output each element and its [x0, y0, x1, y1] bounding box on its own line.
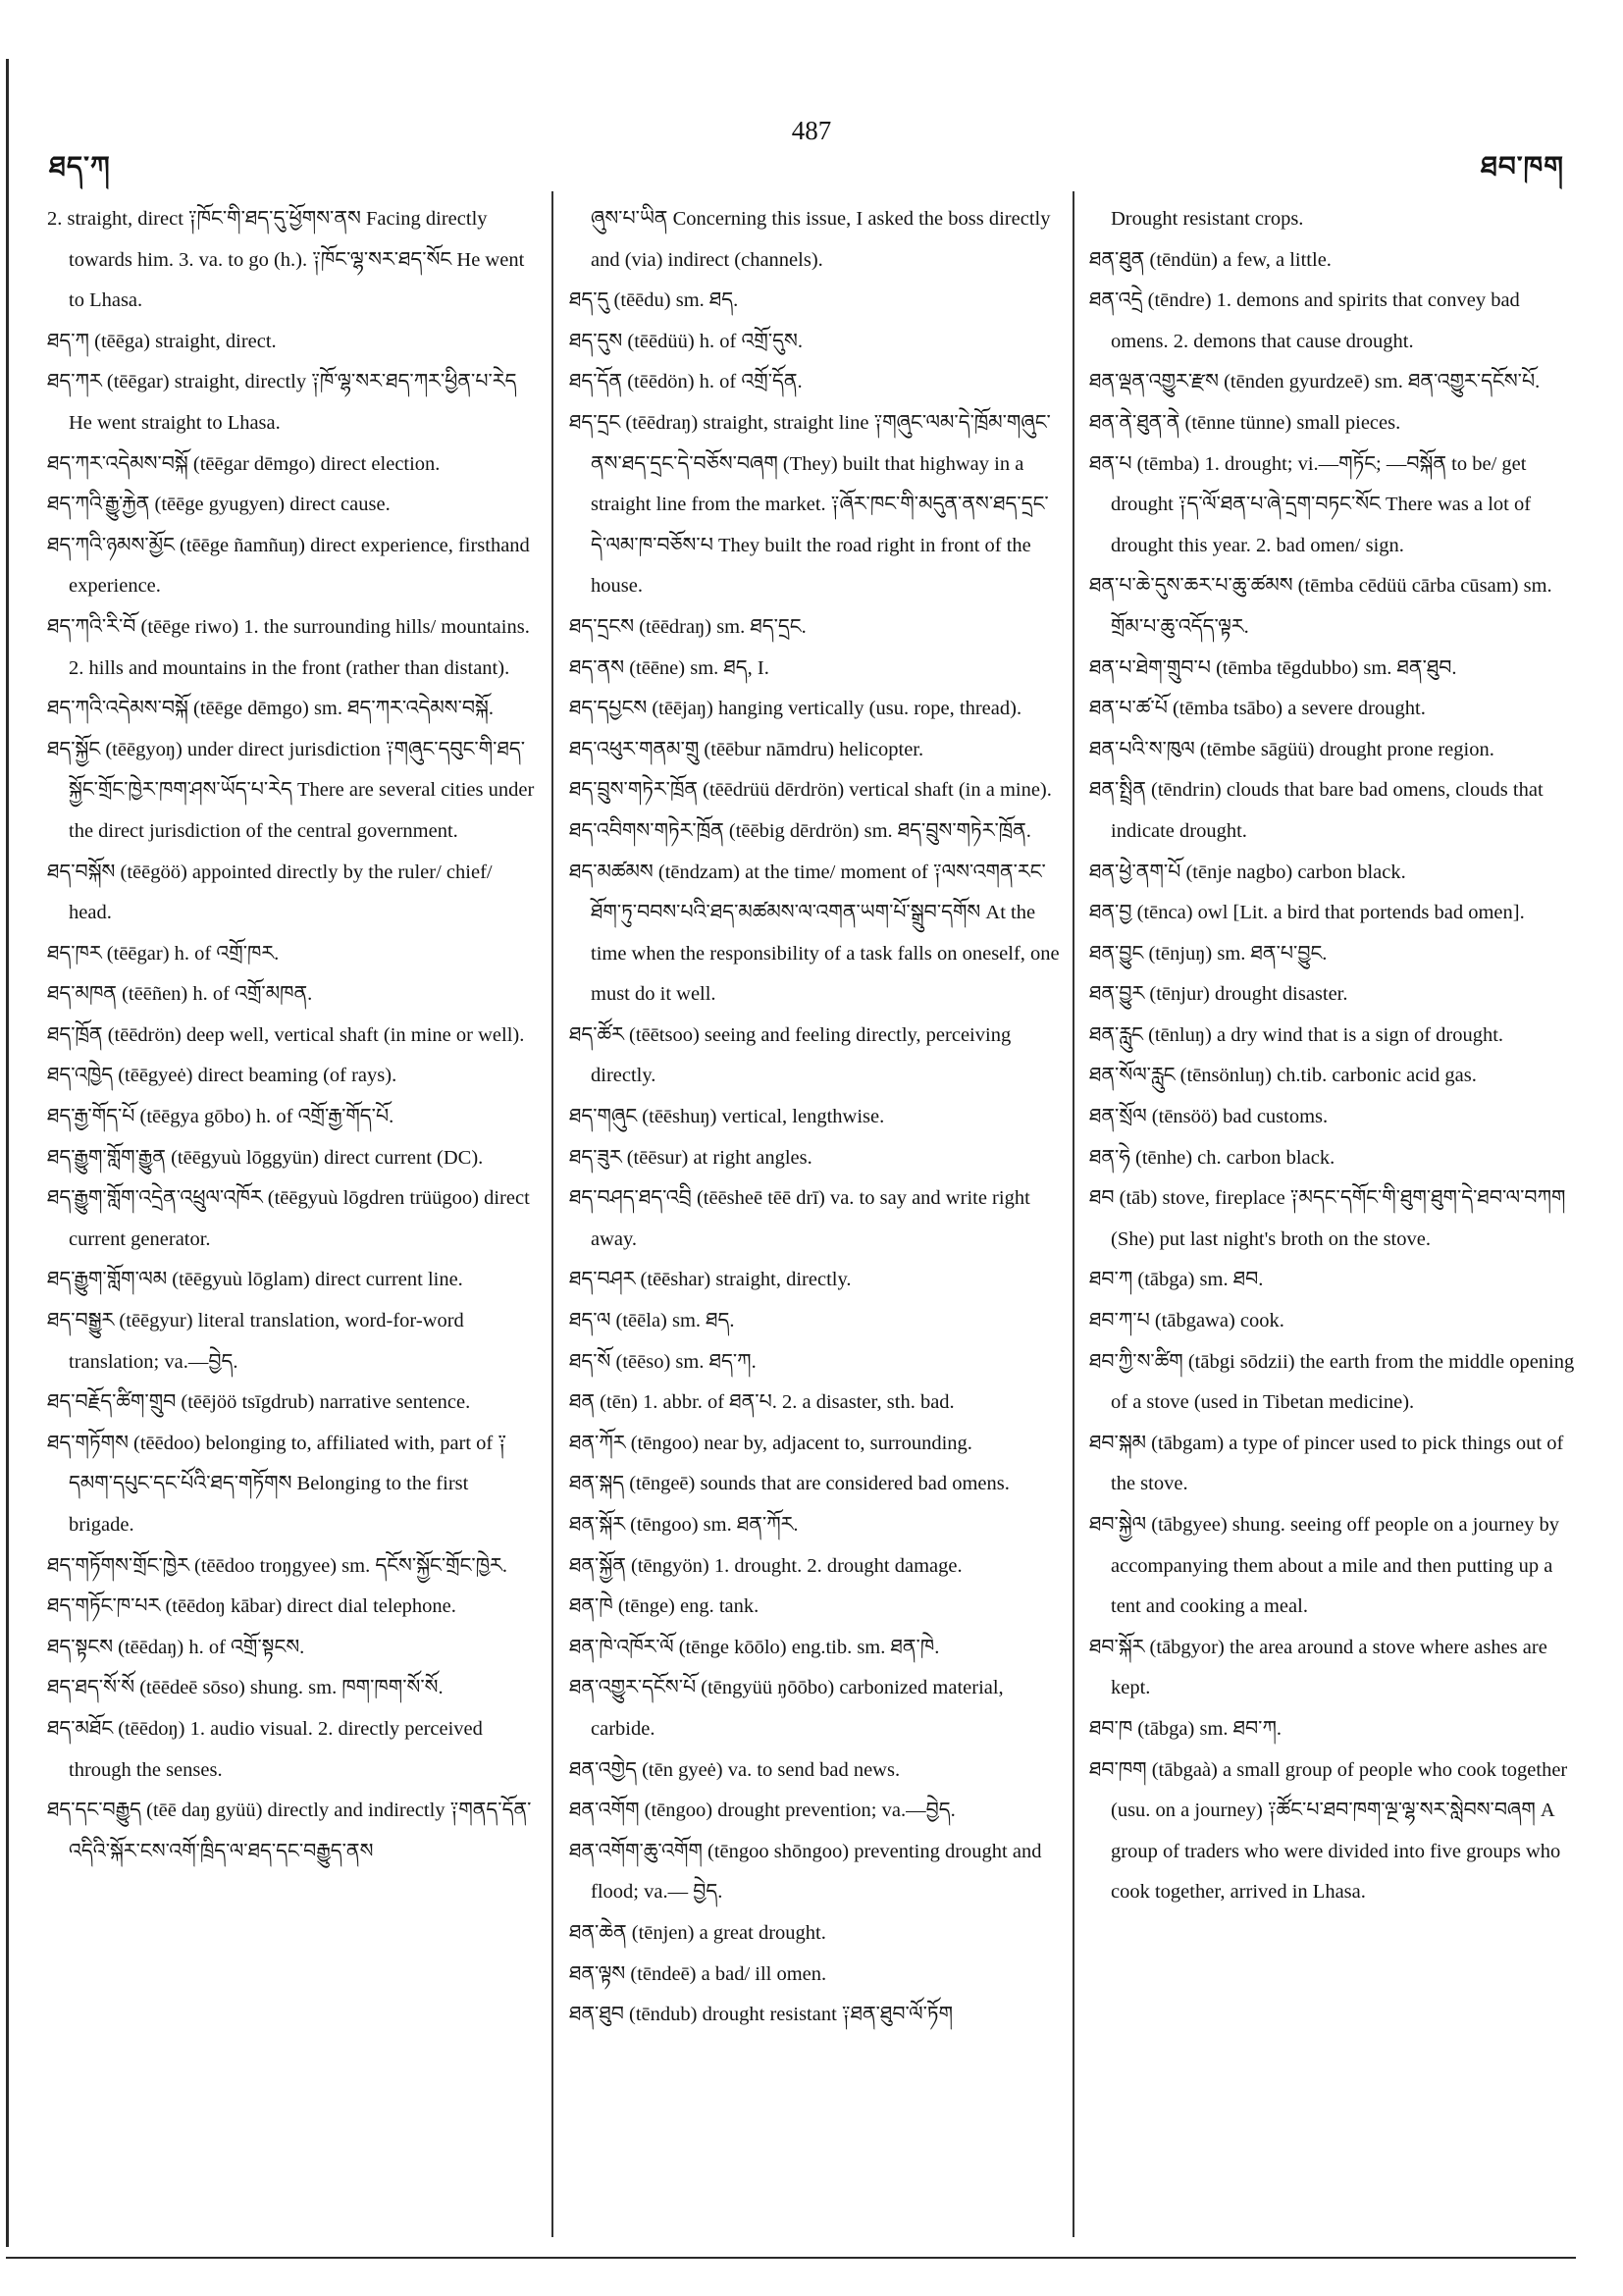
column-divider [1073, 191, 1074, 2237]
dictionary-entry: ཐན་ཆེན (tēnjen) a great drought. [569, 1921, 826, 1944]
dictionary-entry: ཐན་ཕྱེ་ནག་པོ (tēnje nagbo) carbon black. [1089, 861, 1406, 883]
dictionary-entry: ཐན་སྲོལ (tēnsöö) bad customs. [1089, 1106, 1329, 1128]
page-number: 487 [791, 116, 832, 145]
dictionary-entry: ཐན་སྤྲིན (tēndrin) clouds that bare bad omens, clouds that indicate drought. [1089, 779, 1544, 842]
column-1 [47, 199, 538, 1872]
dictionary-entry: ཐད་མཁན (tēēñen) h. of འགྲོ་མཁན. [47, 983, 313, 1006]
dictionary-entry: ཐད་ཟུར (tēēsur) at right angles. [569, 1146, 812, 1169]
dictionary-entry: ཐན་ལྡན་འགྱུར་རྫས (tēnden gyurdzeē) sm. ཐན་འགྱུར་དངོས་པོ. [1089, 371, 1541, 393]
dictionary-entry: ཐན་པ་ཚ་པོ (tēmba tsābo) a severe drought. [1089, 698, 1426, 720]
dictionary-entry: ཐད་ཀར (tēēgar) straight, directly ༑ཁོ་ལྷ་སར་ཐད་ཀར་ཕྱིན་པ་རེད He went straight to Lhasa. [47, 371, 517, 434]
dictionary-entry: ཐན་སོལ་རླུང (tēnsönluŋ) ch.tib. carbonic acid gas. [1089, 1065, 1477, 1087]
running-head-right: ཐབ་ཁག [1480, 152, 1564, 183]
dictionary-entry: ཐད་དྲངས (tēēdraŋ) sm. ཐད་དྲང. [569, 615, 807, 638]
dictionary-entry: ཐད་ལ (tēēla) sm. ཐད. [569, 1310, 735, 1332]
dictionary-entry: ཐན་འགྱུར་དངོས་པོ (tēngyüü ŋōōbo) carbonized material, carbide. [569, 1677, 1004, 1740]
dictionary-entry: ཐད་བཤར (tēēshar) straight, directly. [569, 1269, 852, 1291]
dictionary-entry: ཐན་སྐྱོན (tēngyön) 1. drought. 2. drought damage. [569, 1554, 963, 1577]
column-2 [569, 199, 1062, 2036]
dictionary-entry: ཐན་ཐུན (tēndün) a few, a little. [1089, 248, 1332, 271]
dictionary-entry: ཐད་ཀར་འདེམས་བསྐོ (tēēgar dēmgo) direct election. [47, 452, 441, 475]
dictionary-entry: ཐན (tēn) 1. abbr. of ཐན་པ. 2. a disaster, sth. bad. [569, 1391, 955, 1414]
dictionary-entry: ཐབ་སྐམ (tābgam) a type of pincer used to pick things out of the stove. [1089, 1432, 1564, 1495]
dictionary-entry: ཐད་རྒྱུག་གློག་ལམ (tēēgyuù lōglam) direct current line. [47, 1269, 463, 1291]
dictionary-entry: ཐད་ཀའི་རྒྱུ་རྐྱེན (tēēge gyugyen) direct cause. [47, 494, 391, 516]
dictionary-entry: ཐད་བསྒྱུར (tēēgyur) literal translation, word-for-word translation; va.—བྱེད. [47, 1310, 464, 1373]
dictionary-entry: ཐད་བྲུས་གཏེར་ཁྲོན (tēēdrüü dērdrön) vertical shaft (in a mine). [569, 779, 1052, 802]
dictionary-entry: ཐན་ནེ་ཐུན་ནེ (tēnne tünne) small pieces. [1089, 411, 1401, 434]
dictionary-entry: ཐན་སྐོར (tēngoo) sm. ཐན་ཀོར. [569, 1514, 799, 1536]
dictionary-entry: ཐད་རྒྱ་གོད་པོ (tēēgya gōbo) h. of འགྲོ་རྒྱ་གོད་པོ. [47, 1106, 394, 1128]
dictionary-entry: ཐབ་ཀྱི་ས་ཚིག (tābgi sōdzii) the earth from the middle opening of a stove (used in Tibetan medicine). [1089, 1350, 1575, 1414]
dictionary-entry: ཐད་ནས (tēēne) sm. ཐད, I. [569, 656, 769, 679]
dictionary-entry: ཐན་བྱུང (tēnjuŋ) sm. ཐན་པ་བྱུང. [1089, 942, 1328, 965]
dictionary-entry: ཐད་གཞུང (tēēshuŋ) vertical, lengthwise. [569, 1106, 885, 1128]
dictionary-entry: ཐད་གཏོགས་གྲོང་ཁྱེར (tēēdoo troŋgyee) sm. དངོས་སྐྱོང་གྲོང་ཁྱེར. [47, 1554, 507, 1577]
dictionary-entry: ཐད་ཚོར (tēētsoo) seeing and feeling directly, perceiving directly. [569, 1023, 1012, 1087]
bottom-rule [6, 2257, 1576, 2259]
dictionary-entry: ཐན་པའི་ས་ཁུལ (tēmbe sāgüü) drought prone region. [1089, 738, 1494, 760]
dictionary-entry: ཐད་སོ (tēēso) sm. ཐད་ཀ. [569, 1350, 757, 1373]
dictionary-entry: ཐབ་སྐྱེལ (tābgyee) shung. seeing off people on a journey by accompanying them about a mile and then putting up a tent and cooking a meal. [1089, 1514, 1560, 1618]
dictionary-entry: ཐན་པ (tēmba) 1. drought; vi.—གཏོང; —བསྐོན to be/ get drought ༑ད་ལོ་ཐན་པ་ཞེ་དྲག་བཏང་སོང There was a lot of drought this year. 2. bad omen/ sign. [1089, 452, 1532, 556]
dictionary-entry: ཐན་འགྱེད (tēn gyeė) va. to send bad news. [569, 1758, 901, 1781]
dictionary-entry: ཐན་ཧེ (tēnhe) ch. carbon black. [1089, 1146, 1335, 1169]
dictionary-entry: ཐད་གཏོགས (tēēdoo) belonging to, affiliated with, part of ༑དམག་དཔུང་དང་པོའི་ཐད་གཏོགས Belonging to the first brigade. [47, 1432, 507, 1536]
binding-edge-line [6, 59, 9, 2247]
dictionary-entry: ཐད་སྟངས (tēēdaŋ) h. of འགྲོ་སྟངས. [47, 1636, 305, 1658]
dictionary-entry: ཐད་དྲང (tēēdraŋ) straight, straight line ༑གཞུང་ལམ་དེ་ཁྲོམ་གཞུང་ནས་ཐད་དྲང་དེ་བཅོས་བཞག (They) built that highway in a straight line from the market. ༑ཞོར་ཁང་གི་མདུན་ནས་ཐད་དྲང་དེ་ལམ་ཁ་བཅོས་པ They built the road right in front of the house. [569, 411, 1051, 598]
dictionary-entry: ཐད་སྐྱོང (tēēgyoŋ) under direct jurisdiction ༑གཞུང་དབུང་གི་ཐད་སྐྱོང་གྲོང་ཁྱེར་ཁག་ཤས་ཡོད་པ་རེད There are several cities under the direct jurisdiction of the central government. [47, 738, 535, 842]
dictionary-entry: ཐད་བཤད་ཐད་འབྲི (tēēsheē tēē drī) va. to say and write right away. [569, 1187, 1030, 1250]
dictionary-entry: ཐན་བྱུར (tēnjur) drought disaster. [1089, 983, 1348, 1006]
dictionary-entry: ཐད་འཁྱེད (tēēgyeė) direct beaming (of rays). [47, 1065, 397, 1087]
dictionary-entry: ཐད་དོན (tēēdön) h. of འགྲོ་དོན. [569, 371, 803, 393]
dictionary-entry: ཐད་འཕུར་གནམ་གྲུ (tēēbur nāmdru) helicopter. [569, 738, 924, 760]
dictionary-entry: ཐན་པ་ཐེག་གྲུབ་པ (tēmba tēgdubbo) sm. ཐན་ཐུབ. [1089, 656, 1457, 679]
dictionary-entry: Drought resistant crops. [1111, 208, 1304, 230]
dictionary-entry: ཞུས་པ་ཡིན Concerning this issue, I asked the boss directly and (via) indirect (channels). [591, 208, 1051, 271]
dictionary-entry: ཐད་དུ (tēēdu) sm. ཐད. [569, 289, 739, 312]
running-head-left: ཐད་ཀ [49, 152, 111, 183]
dictionary-entry: ཐད་ཀ (tēēga) straight, direct. [47, 330, 277, 352]
dictionary-entry: ཐབ་ཁག (tābgaà) a small group of people who cook together (usu. on a journey) ༑ཚོང་པ་ཐབ་ཁག་ལྔ་ལྷ་སར་སླེབས་བཞག A group of traders who were divided into five groups who cook together, arrived in Lhasa. [1089, 1758, 1568, 1904]
dictionary-entry: ཐད་ཀའི་ཉམས་མྱོང (tēēge ñamñuŋ) direct experience, firsthand experience. [47, 534, 530, 598]
dictionary-entry: ཐད་ཀའི་འདེམས་བསྐོ (tēēge dēmgo) sm. ཐད་ཀར་འདེམས་བསྐོ. [47, 698, 494, 720]
dictionary-entry: ཐན་བྱ (tēnca) owl [Lit. a bird that portends bad omen]. [1089, 902, 1525, 924]
dictionary-entry: ཐད་དཔྱངས (tēējaŋ) hanging vertically (usu. rope, thread). [569, 698, 1022, 720]
dictionary-entry: ཐན་རླུང (tēnluŋ) a dry wind that is a sign of drought. [1089, 1023, 1504, 1046]
dictionary-entry: ཐན་ཐུབ (tēndub) drought resistant ༑ཐན་ཐུབ་ལོ་ཏོག [569, 2004, 953, 2026]
dictionary-entry: ཐན་ལྟས (tēndeē) a bad/ ill omen. [569, 1962, 827, 1985]
dictionary-entry: ཐད་མཐོང (tēēdoŋ) 1. audio visual. 2. directly perceived through the senses. [47, 1717, 483, 1781]
dictionary-entry: ཐན་ཀོར (tēngoo) near by, adjacent to, surrounding. [569, 1432, 972, 1454]
dictionary-entry: ཐད་བརྗོད་ཚིག་གྲུབ (tēējöö tsīgdrub) narrative sentence. [47, 1391, 471, 1414]
dictionary-entry: ཐན་པ་ཆེ་དུས་ཆར་པ་ཆུ་ཚམས (tēmba cēdüü cārba cūsam) sm. གྲོམ་པ་ཆུ་འདོད་ལྟར. [1089, 575, 1552, 638]
dictionary-entry: ཐན་འདྲེ (tēndre) 1. demons and spirits that convey bad omens. 2. demons that cause drought. [1089, 289, 1520, 352]
dictionary-entry: ཐད་དང་བརྒྱུད (tēē daŋ gyüü) directly and indirectly ༑གནད་དོན་འདིའི་སྐོར་ངས་འགོ་ཁྲིད་ལ་ཐད་དང་བརྒྱུད་ནས [47, 1800, 532, 1862]
dictionary-entry: ཐད་ཁྲོན (tēēdrön) deep well, vertical shaft (in mine or well). [47, 1023, 525, 1046]
dictionary-entry: ཐད་རྒྱུག་གློག་འདྲེན་འཕྲུལ་འཁོར (tēēgyuù lōgdren trüügoo) direct current generator. [47, 1187, 530, 1250]
dictionary-entry: ཐད་རྒྱུག་གློག་རྒྱུན (tēēgyuù lōggyün) direct current (DC). [47, 1146, 484, 1169]
dictionary-entry: ཐན་སྐད (tēngeē) sounds that are considered bad omens. [569, 1473, 1010, 1495]
dictionary-entry: 2. straight, direct ༑ཁོང་གི་ཐད་དུ་ཕྱོགས་ནས Facing directly towards him. 3. va. to go (h.). ༑ཁོང་ལྷ་སར་ཐད་སོང He went to Lhasa. [47, 208, 525, 312]
dictionary-entry: ཐད་དུས (tēēdüü) h. of འགྲོ་དུས. [569, 330, 803, 352]
column-3 [1089, 199, 1580, 1913]
dictionary-entry: ཐབ་སྐོར (tābgyor) the area around a stove where ashes are kept. [1089, 1636, 1547, 1699]
dictionary-entry: ཐབ་ཀ་པ (tābgawa) cook. [1089, 1310, 1284, 1332]
dictionary-entry: ཐད་ཀའི་རི་བོ (tēēge riwo) 1. the surrounding hills/ mountains. 2. hills and mountains in the front (rather than distant). [47, 615, 530, 679]
column-divider [551, 191, 553, 2237]
dictionary-entry: ཐད་གཏོང་ཁ་པར (tēēdoŋ kābar) direct dial telephone. [47, 1595, 456, 1618]
dictionary-entry: ཐད་བསྐོས (tēēgöö) appointed directly by the ruler/ chief/ head. [47, 861, 493, 924]
dictionary-entry: ཐད་ཐད་སོ་སོ (tēēdeē sōso) shung. sm. ཁག་ཁག་སོ་སོ. [47, 1677, 444, 1699]
dictionary-entry: ཐབ་ཁ (tābga) sm. ཐབ་ཀ. [1089, 1717, 1283, 1740]
dictionary-entry: ཐད་ཁར (tēēgar) h. of འགྲོ་ཁར. [47, 942, 280, 965]
dictionary-entry: ཐད་མཚམས (tēndzam) at the time/ moment of ༑ལས་འགན་རང་ཐོག་ཏུ་བབས་པའི་ཐད་མཚམས་ལ་འགན་ཡག་པོ་སྒྲུབ་དགོས At the time when the responsibility of a task falls on oneself, one must do it well. [569, 861, 1060, 1006]
dictionary-entry: ཐན་འགོག་ཆུ་འགོག (tēngoo shōngoo) preventing drought and flood; va.— བྱེད. [569, 1840, 1042, 1904]
dictionary-entry: ཐན་ཁེ (tēnge) eng. tank. [569, 1595, 759, 1618]
dictionary-entry: ཐན་ཁེ་འཁོར་ལོ (tēnge kōōlo) eng.tib. sm. ཐན་ཁེ. [569, 1636, 940, 1658]
dictionary-entry: ཐབ་ཀ (tābga) sm. ཐབ. [1089, 1269, 1264, 1291]
dictionary-entry: ཐན་འགོག (tēngoo) drought prevention; va.—བྱེད. [569, 1800, 956, 1822]
dictionary-entry: ཐབ (tāb) stove, fireplace ༑མདང་དགོང་གི་ཐུག་ཐུག་དེ་ཐབ་ལ་བཀག (She) put last night's broth on the stove. [1089, 1187, 1566, 1250]
dictionary-entry: ཐད་འབིགས་གཏེར་ཁྲོན (tēēbig dērdrön) sm. ཐད་བྲུས་གཏེར་ཁྲོན. [569, 819, 1031, 842]
